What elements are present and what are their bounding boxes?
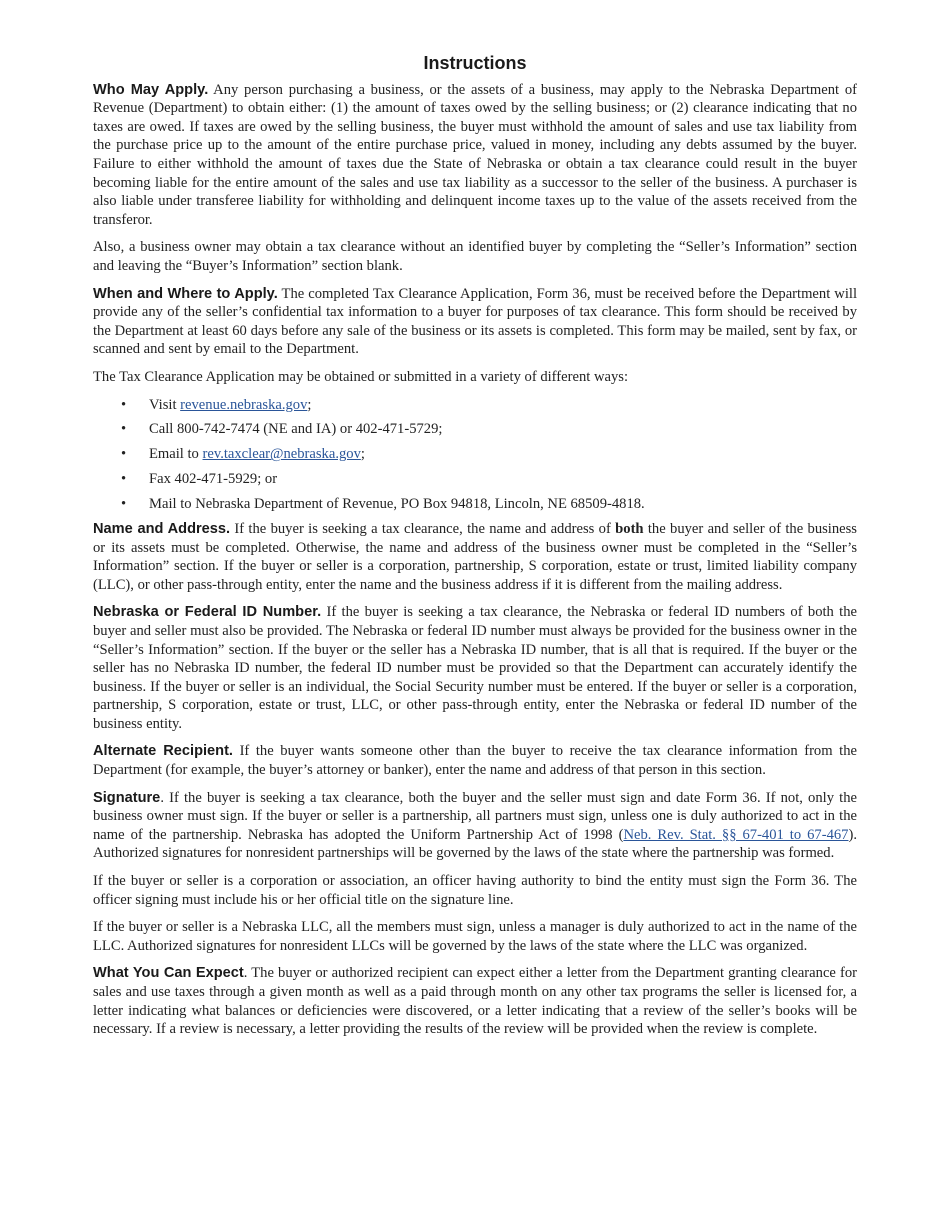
alternate-recipient-text: If the buyer wants someone other than the buyer to receive the tax clearance information from the Department (for example, the buyer’s attorney or banker), enter the name and address of that person in this section. <box>93 743 857 779</box>
list-item <box>93 495 857 514</box>
email-link[interactable]: rev.taxclear@nebraska.gov <box>202 446 361 463</box>
list-item <box>93 420 857 439</box>
id-number-paragraph <box>93 603 857 733</box>
id-number-heading: Nebraska or Federal ID Number. <box>93 604 322 621</box>
corporation-signature-paragraph: If the buyer or seller is a corporation or association, an officer having authority to bind the entity must sign the Form 36. The officer signing must include his or her official title on the signature line. <box>93 873 857 908</box>
ways-intro: The Tax Clearance Application may be obtained or submitted in a variety of different ways: <box>93 368 628 385</box>
list-item <box>93 470 857 489</box>
seller-only-paragraph: Also, a business owner may obtain a tax clearance without an identified buyer by completing the “Seller’s Information” section and leaving the “Buyer’s Information” section blank. <box>93 239 857 274</box>
name-address-paragraph <box>93 520 857 594</box>
what-to-expect-text: . The buyer or authorized recipient can expect either a letter from the Department granting clearance for sales and use taxes through a given month as well as a paid through month on any other tax programs the seller is licensed for, a letter indicating what balances or deficiencies were discovered, or a letter indicating that a review of the seller’s books will be necessary. If a review is necessary, a letter providing the results of the review will be provided when the review is complete. <box>93 965 857 1038</box>
email-suffix: ; <box>360 446 365 463</box>
id-number-text: If the buyer is seeking a tax clearance, the Nebraska or federal ID numbers of both the buyer and seller must also be provided. The Nebraska or federal ID number must always be provided for the business owner in the “Seller’s Information” section. If the buyer or the seller has a Nebraska ID number, that is all that is required. If the buyer or the seller has no Nebraska ID number, the federal ID number must be provided so that the Department can accurately identify the business. If the buyer or seller is an individual, the Social Security number must be entered. If the buyer or seller is a corporation, partnership, S corporation, estate or trust, LLC, or other pass-through entity, enter the Nebraska or federal ID number of the business entity. <box>93 604 858 732</box>
bullet: • <box>121 496 127 513</box>
page-title: Instructions <box>423 53 527 73</box>
name-address-text-a: If the buyer is seeking a tax clearance, the name and address of <box>230 520 616 537</box>
who-may-apply-heading: Who May Apply. <box>93 81 209 98</box>
llc-signature-paragraph: If the buyer or seller is a Nebraska LLC, all the members must sign, unless a manager is duly authorized to act in the name of the LLC. Authorized signatures for nonresident LLCs will be governed by the laws of the state where the LLC was organized. <box>93 919 857 954</box>
ways-list <box>93 396 857 514</box>
statute-link[interactable]: Neb. Rev. Stat. §§ 67-401 to 67-467 <box>623 826 849 843</box>
bullet: • <box>121 471 127 488</box>
list-item <box>93 445 857 464</box>
bullet: • <box>121 396 127 413</box>
mail-text: Mail to Nebraska Department of Revenue, PO Box 94818, Lincoln, NE 68509-4818. <box>149 496 645 513</box>
alternate-recipient-paragraph <box>93 742 857 779</box>
signature-paragraph <box>93 789 857 863</box>
alternate-recipient-heading: Alternate Recipient. <box>93 743 233 760</box>
visit-suffix: ; <box>307 396 312 413</box>
email-prefix: Email to <box>149 446 203 463</box>
who-may-apply-text: Any person purchasing a business, or the assets of a business, may apply to the Nebraska Department of Revenue (Department) to obtain either: (1) the amount of taxes owed by the selling business; or (2) clearance indicating that no taxes are owed. If taxes are owed by the selling business, the buyer must withhold the amount of sales and use tax liability from the purchase price up to the amount of the entire purchase price, valued in money, including any debts assumed by the buyer. Failure to either withhold the amount of taxes due the State of Nebraska or obtain a tax clearance could result in the buyer becoming liable for the entire amount of the sales and use tax liability as a successor to the seller of the business. A purchaser is also liable under transferee liability for withholding and delinquent income taxes up to the value of the assets received from the transferor. <box>93 81 857 228</box>
emphasis-both: both <box>615 520 644 537</box>
when-where-text: The completed Tax Clearance Application, Form 36, must be received before the Department will provide any of the seller’s confidential tax information to a buyer for purposes of tax clearance. This form should be received by the Department at least 60 days before any sale of the business or its assets is completed. This form may be mailed, sent by fax, or scanned and sent by email to the Department. <box>93 285 857 358</box>
signature-heading: Signature <box>93 789 161 806</box>
signature-text-b: ). Authorized signatures for nonresident partnerships will be governed by the laws of the state where the partnership was formed. <box>93 826 857 862</box>
name-address-text-b: the buyer and seller of the business or its assets must be completed. Otherwise, the name and address of the business owner must be completed in the “Seller’s Information” section. If the buyer or seller is a corporation, partnership, S corporation, estate or trust, limited liability company (LLC), or other pass-through entity, enter the name and the business address if it is different from the mailing address. <box>93 520 857 593</box>
what-to-expect-heading: What You Can Expect <box>93 965 244 982</box>
fax-text: Fax 402-471-5929; or <box>149 471 278 488</box>
call-text: Call 800-742-7474 (NE and IA) or 402-471-5729; <box>149 421 443 438</box>
revenue-website-link[interactable]: revenue.nebraska.gov <box>180 396 308 413</box>
visit-prefix: Visit <box>149 396 181 413</box>
when-where-paragraph <box>93 285 857 359</box>
name-address-heading: Name and Address. <box>93 520 231 537</box>
bullet: • <box>121 446 127 463</box>
signature-text-a: . If the buyer is seeking a tax clearance, both the buyer and the seller must sign and date Form 36. If not, only the business owner must sign. If the buyer or seller is a partnership, all partners must sign, unless one is duly authorized to act in the name of the partnership. Nebraska has adopted the Uniform Partnership Act of 1998 ( <box>93 789 857 843</box>
what-to-expect-paragraph <box>93 964 857 1038</box>
instructions-page <box>93 52 857 1048</box>
when-where-heading: When and Where to Apply. <box>93 285 278 302</box>
bullet: • <box>121 421 127 438</box>
list-item <box>93 396 857 415</box>
who-may-apply-paragraph <box>93 81 857 230</box>
